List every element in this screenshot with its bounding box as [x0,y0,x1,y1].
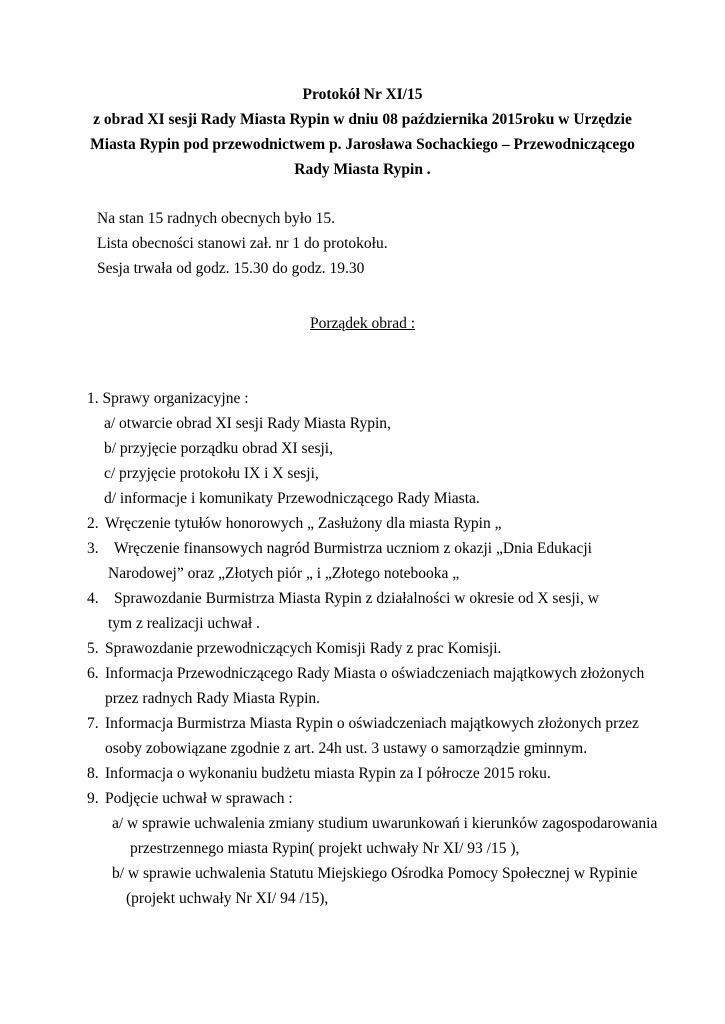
attendance-list-note: Lista obecności stanowi zał. nr 1 do protokołu. [97,235,388,252]
agenda-item-8: Informacja o wykonaniu budżetu miasta Rypin za I półrocze 2015 roku. [105,765,551,782]
agenda-item-7-line-1: Informacja Burmistrza Miasta Rypin o oświadczeniach majątkowych złożonych przez [105,715,639,732]
agenda-item-5-number: 5. [87,640,99,657]
agenda-item-9-number: 9. [87,790,99,807]
agenda-item-6-line-2: przez radnych Rady Miasta Rypin. [105,690,321,707]
agenda-item-4-line-2: tym z realizacji uchwał . [108,615,260,632]
agenda-item-1d: d/ informacje i komunikaty Przewodniczącego Rady Miasta. [104,490,480,507]
agenda-item-2: Wręczenie tytułów honorowych „ Zasłużony dla miasta Rypin „ [105,515,502,532]
agenda-item-7-line-2: osoby zobowiązane zgodnie z art. 24h ust. 3 ustawy o samorządzie gminnym. [105,740,588,757]
agenda-item-1: 1. Sprawy organizacyjne : [87,390,249,407]
protocol-subtitle-line-3: Rady Miasta Rypin . [294,161,431,178]
agenda-title: Porządek obrad : [309,315,416,332]
agenda-item-2-number: 2. [87,515,99,532]
agenda-item-9b-line-1: b/ w sprawie uchwalenia Statutu Miejskiego Ośrodka Pomocy Społecznej w Rypinie [112,865,638,882]
agenda-item-3-line-2: Narodowej” oraz „Złotych piór „ i „Złotego notebooka „ [108,565,460,582]
agenda-item-6-line-1: Informacja Przewodniczącego Rady Miasta o oświadczeniach majątkowych złożonych [105,665,645,682]
agenda-item-7-number: 7. [87,715,99,732]
agenda-item-1b: b/ przyjęcie porządku obrad XI sesji, [104,440,333,457]
agenda-item-1a: a/ otwarcie obrad XI sesji Rady Miasta Rypin, [104,415,391,432]
session-duration: Sesja trwała od godz. 15.30 do godz. 19.30 [97,260,365,277]
agenda-item-1c: c/ przyjęcie protokołu IX i X sesji, [104,465,319,482]
agenda-item-9: Podjęcie uchwał w sprawach : [105,790,293,807]
agenda-item-4-number: 4. [87,590,99,607]
attendance-count: Na stan 15 radnych obecnych było 15. [97,210,336,227]
agenda-item-5: Sprawozdanie przewodniczących Komisji Rady z prac Komisji. [105,640,502,657]
agenda-item-3-number: 3. [87,540,99,557]
protocol-subtitle-line-2: Miasta Rypin pod przewodnictwem p. Jarosława Sochackiego – Przewodniczącego [90,136,635,153]
agenda-item-9a-line-2: przestrzennego miasta Rypin( projekt uchwały Nr XI/ 93 /15 ), [130,840,520,857]
agenda-item-4-line-1: Sprawozdanie Burmistrza Miasta Rypin z działalności w okresie od X sesji, w [114,590,599,607]
protocol-subtitle-line-1: z obrad XI sesji Rady Miasta Rypin w dniu 08 października 2015roku w Urzędzie [93,111,632,128]
agenda-item-8-number: 8. [87,765,99,782]
protocol-title: Protokół Nr XI/15 [302,86,423,103]
agenda-item-9a-line-1: a/ w sprawie uchwalenia zmiany studium uwarunkowań i kierunków zagospodarowania [112,815,658,832]
agenda-item-3-line-1: Wręczenie finansowych nagród Burmistrza uczniom z okazji „Dnia Edukacji [114,540,592,557]
agenda-item-9b-line-2: (projekt uchwały Nr XI/ 94 /15), [126,890,329,907]
agenda-item-6-number: 6. [87,665,99,682]
